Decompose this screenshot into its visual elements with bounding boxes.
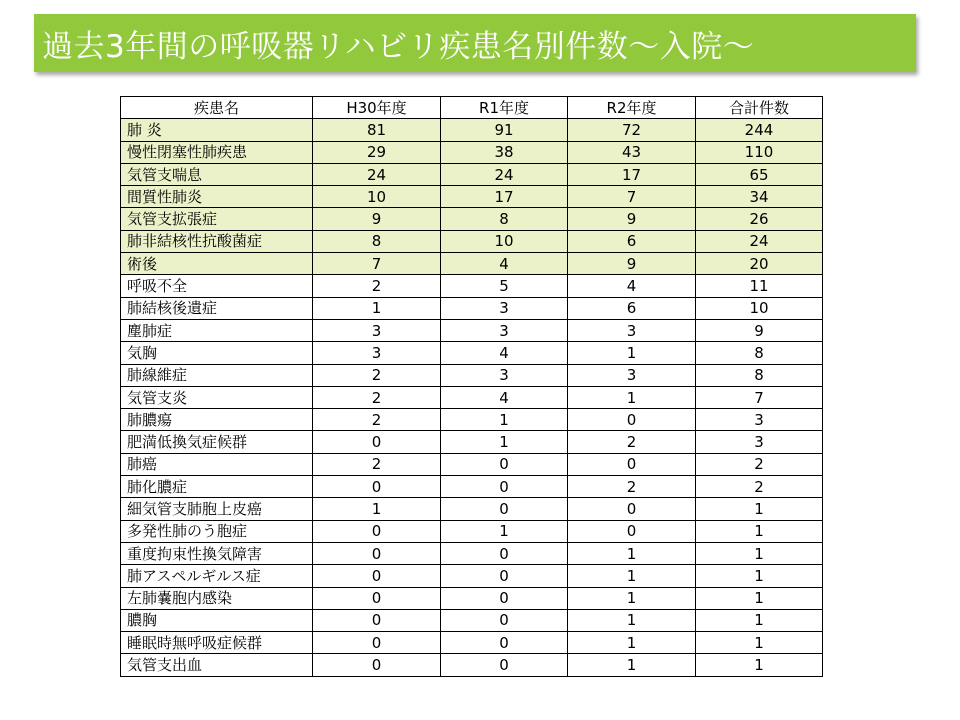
r1-count-cell: 4 [441, 386, 568, 408]
r2-count-cell: 0 [568, 498, 696, 520]
r1-count-cell: 38 [441, 141, 568, 163]
r2-count-cell: 1 [568, 609, 696, 631]
table-row [121, 565, 823, 587]
disease-name-cell: 膿胸 [121, 609, 313, 631]
total-count-cell: 34 [696, 186, 823, 208]
table-row [121, 297, 823, 319]
r2-count-cell: 0 [568, 520, 696, 542]
table-row [121, 587, 823, 609]
table-row [121, 253, 823, 275]
disease-name-cell: 気管支拡張症 [121, 208, 313, 230]
h30-count-cell: 0 [313, 542, 441, 564]
total-count-cell: 3 [696, 409, 823, 431]
r1-count-cell: 8 [441, 208, 568, 230]
r2-count-cell: 6 [568, 297, 696, 319]
total-count-cell: 1 [696, 632, 823, 654]
disease-name-cell: 気管支炎 [121, 386, 313, 408]
h30-count-cell: 0 [313, 520, 441, 542]
disease-name-cell: 肺癌 [121, 453, 313, 475]
total-count-cell: 1 [696, 654, 823, 676]
table-header-row [121, 97, 823, 119]
r2-count-cell: 1 [568, 654, 696, 676]
h30-count-cell: 1 [313, 297, 441, 319]
total-count-cell: 110 [696, 141, 823, 163]
total-count-cell: 244 [696, 119, 823, 141]
disease-name-cell: 重度拘束性換気障害 [121, 542, 313, 564]
total-count-cell: 26 [696, 208, 823, 230]
r2-count-cell: 1 [568, 342, 696, 364]
table-row [121, 476, 823, 498]
disease-name-cell: 気胸 [121, 342, 313, 364]
h30-count-cell: 0 [313, 476, 441, 498]
h30-count-cell: 2 [313, 409, 441, 431]
r1-count-cell: 17 [441, 186, 568, 208]
table-row [121, 364, 823, 386]
r1-count-cell: 4 [441, 342, 568, 364]
total-count-cell: 8 [696, 342, 823, 364]
table-row [121, 409, 823, 431]
r1-count-cell: 3 [441, 364, 568, 386]
disease-name-cell: 肺化膿症 [121, 476, 313, 498]
table-row [121, 431, 823, 453]
h30-count-cell: 3 [313, 342, 441, 364]
r2-count-cell: 4 [568, 275, 696, 297]
table-row [121, 119, 823, 141]
r2-count-cell: 72 [568, 119, 696, 141]
h30-count-cell: 2 [313, 364, 441, 386]
r2-count-cell: 17 [568, 163, 696, 185]
disease-name-cell: 細気管支肺胞上皮癌 [121, 498, 313, 520]
h30-count-cell: 0 [313, 565, 441, 587]
header-r2: R2年度 [568, 97, 696, 119]
total-count-cell: 1 [696, 498, 823, 520]
total-count-cell: 24 [696, 230, 823, 252]
r2-count-cell: 7 [568, 186, 696, 208]
h30-count-cell: 0 [313, 609, 441, 631]
table-row [121, 520, 823, 542]
header-total: 合計件数 [696, 97, 823, 119]
r1-count-cell: 0 [441, 609, 568, 631]
disease-count-table [120, 96, 823, 677]
r2-count-cell: 1 [568, 565, 696, 587]
table-row [121, 342, 823, 364]
total-count-cell: 1 [696, 542, 823, 564]
h30-count-cell: 0 [313, 632, 441, 654]
r1-count-cell: 1 [441, 431, 568, 453]
total-count-cell: 65 [696, 163, 823, 185]
total-count-cell: 20 [696, 253, 823, 275]
disease-name-cell: 肺非結核性抗酸菌症 [121, 230, 313, 252]
total-count-cell: 3 [696, 431, 823, 453]
r1-count-cell: 3 [441, 319, 568, 341]
table-row [121, 141, 823, 163]
h30-count-cell: 81 [313, 119, 441, 141]
total-count-cell: 10 [696, 297, 823, 319]
r2-count-cell: 1 [568, 587, 696, 609]
disease-name-cell: 肺線維症 [121, 364, 313, 386]
r2-count-cell: 6 [568, 230, 696, 252]
r1-count-cell: 1 [441, 409, 568, 431]
r2-count-cell: 9 [568, 208, 696, 230]
table-row [121, 632, 823, 654]
total-count-cell: 9 [696, 319, 823, 341]
r1-count-cell: 3 [441, 297, 568, 319]
r1-count-cell: 4 [441, 253, 568, 275]
h30-count-cell: 7 [313, 253, 441, 275]
total-count-cell: 1 [696, 565, 823, 587]
disease-name-cell: 気管支出血 [121, 654, 313, 676]
disease-name-cell: 術後 [121, 253, 313, 275]
r2-count-cell: 1 [568, 632, 696, 654]
r1-count-cell: 24 [441, 163, 568, 185]
h30-count-cell: 3 [313, 319, 441, 341]
disease-name-cell: 肺アスペルギルス症 [121, 565, 313, 587]
header-disease-name: 疾患名 [121, 97, 313, 119]
table-row [121, 230, 823, 252]
page-title: 過去3年間の呼吸器リハビリ疾患名別件数～入院～ [42, 28, 755, 65]
r2-count-cell: 0 [568, 453, 696, 475]
table-body [121, 119, 823, 676]
table-row [121, 186, 823, 208]
table-row [121, 163, 823, 185]
r1-count-cell: 5 [441, 275, 568, 297]
total-count-cell: 1 [696, 520, 823, 542]
h30-count-cell: 29 [313, 141, 441, 163]
disease-name-cell: 多発性肺のう胞症 [121, 520, 313, 542]
total-count-cell: 2 [696, 476, 823, 498]
r1-count-cell: 0 [441, 498, 568, 520]
r2-count-cell: 1 [568, 386, 696, 408]
total-count-cell: 2 [696, 453, 823, 475]
total-count-cell: 8 [696, 364, 823, 386]
h30-count-cell: 24 [313, 163, 441, 185]
disease-name-cell: 睡眠時無呼吸症候群 [121, 632, 313, 654]
disease-name-cell: 肺 炎 [121, 119, 313, 141]
h30-count-cell: 1 [313, 498, 441, 520]
disease-name-cell: 塵肺症 [121, 319, 313, 341]
h30-count-cell: 0 [313, 654, 441, 676]
r2-count-cell: 9 [568, 253, 696, 275]
table-row [121, 498, 823, 520]
title-banner [34, 14, 916, 72]
r2-count-cell: 3 [568, 319, 696, 341]
r1-count-cell: 1 [441, 520, 568, 542]
r1-count-cell: 0 [441, 542, 568, 564]
disease-name-cell: 気管支喘息 [121, 163, 313, 185]
r1-count-cell: 0 [441, 654, 568, 676]
table-row [121, 609, 823, 631]
r2-count-cell: 43 [568, 141, 696, 163]
disease-name-cell: 肺結核後遺症 [121, 297, 313, 319]
h30-count-cell: 0 [313, 587, 441, 609]
header-r1: R1年度 [441, 97, 568, 119]
h30-count-cell: 2 [313, 275, 441, 297]
r2-count-cell: 1 [568, 542, 696, 564]
r2-count-cell: 3 [568, 364, 696, 386]
total-count-cell: 1 [696, 609, 823, 631]
table-row [121, 453, 823, 475]
table-row [121, 654, 823, 676]
h30-count-cell: 2 [313, 453, 441, 475]
h30-count-cell: 10 [313, 186, 441, 208]
r1-count-cell: 0 [441, 476, 568, 498]
h30-count-cell: 8 [313, 230, 441, 252]
r2-count-cell: 2 [568, 431, 696, 453]
r2-count-cell: 0 [568, 409, 696, 431]
h30-count-cell: 2 [313, 386, 441, 408]
disease-name-cell: 左肺嚢胞内感染 [121, 587, 313, 609]
total-count-cell: 11 [696, 275, 823, 297]
disease-name-cell: 慢性閉塞性肺疾患 [121, 141, 313, 163]
disease-name-cell: 肺膿瘍 [121, 409, 313, 431]
h30-count-cell: 9 [313, 208, 441, 230]
disease-name-cell: 肥満低換気症候群 [121, 431, 313, 453]
r1-count-cell: 91 [441, 119, 568, 141]
r1-count-cell: 10 [441, 230, 568, 252]
disease-name-cell: 呼吸不全 [121, 275, 313, 297]
total-count-cell: 7 [696, 386, 823, 408]
total-count-cell: 1 [696, 587, 823, 609]
disease-name-cell: 間質性肺炎 [121, 186, 313, 208]
table-row [121, 542, 823, 564]
r1-count-cell: 0 [441, 587, 568, 609]
header-h30: H30年度 [313, 97, 441, 119]
table-row [121, 275, 823, 297]
table-row [121, 208, 823, 230]
h30-count-cell: 0 [313, 431, 441, 453]
r1-count-cell: 0 [441, 632, 568, 654]
table-row [121, 319, 823, 341]
r2-count-cell: 2 [568, 476, 696, 498]
table-row [121, 386, 823, 408]
r1-count-cell: 0 [441, 565, 568, 587]
r1-count-cell: 0 [441, 453, 568, 475]
